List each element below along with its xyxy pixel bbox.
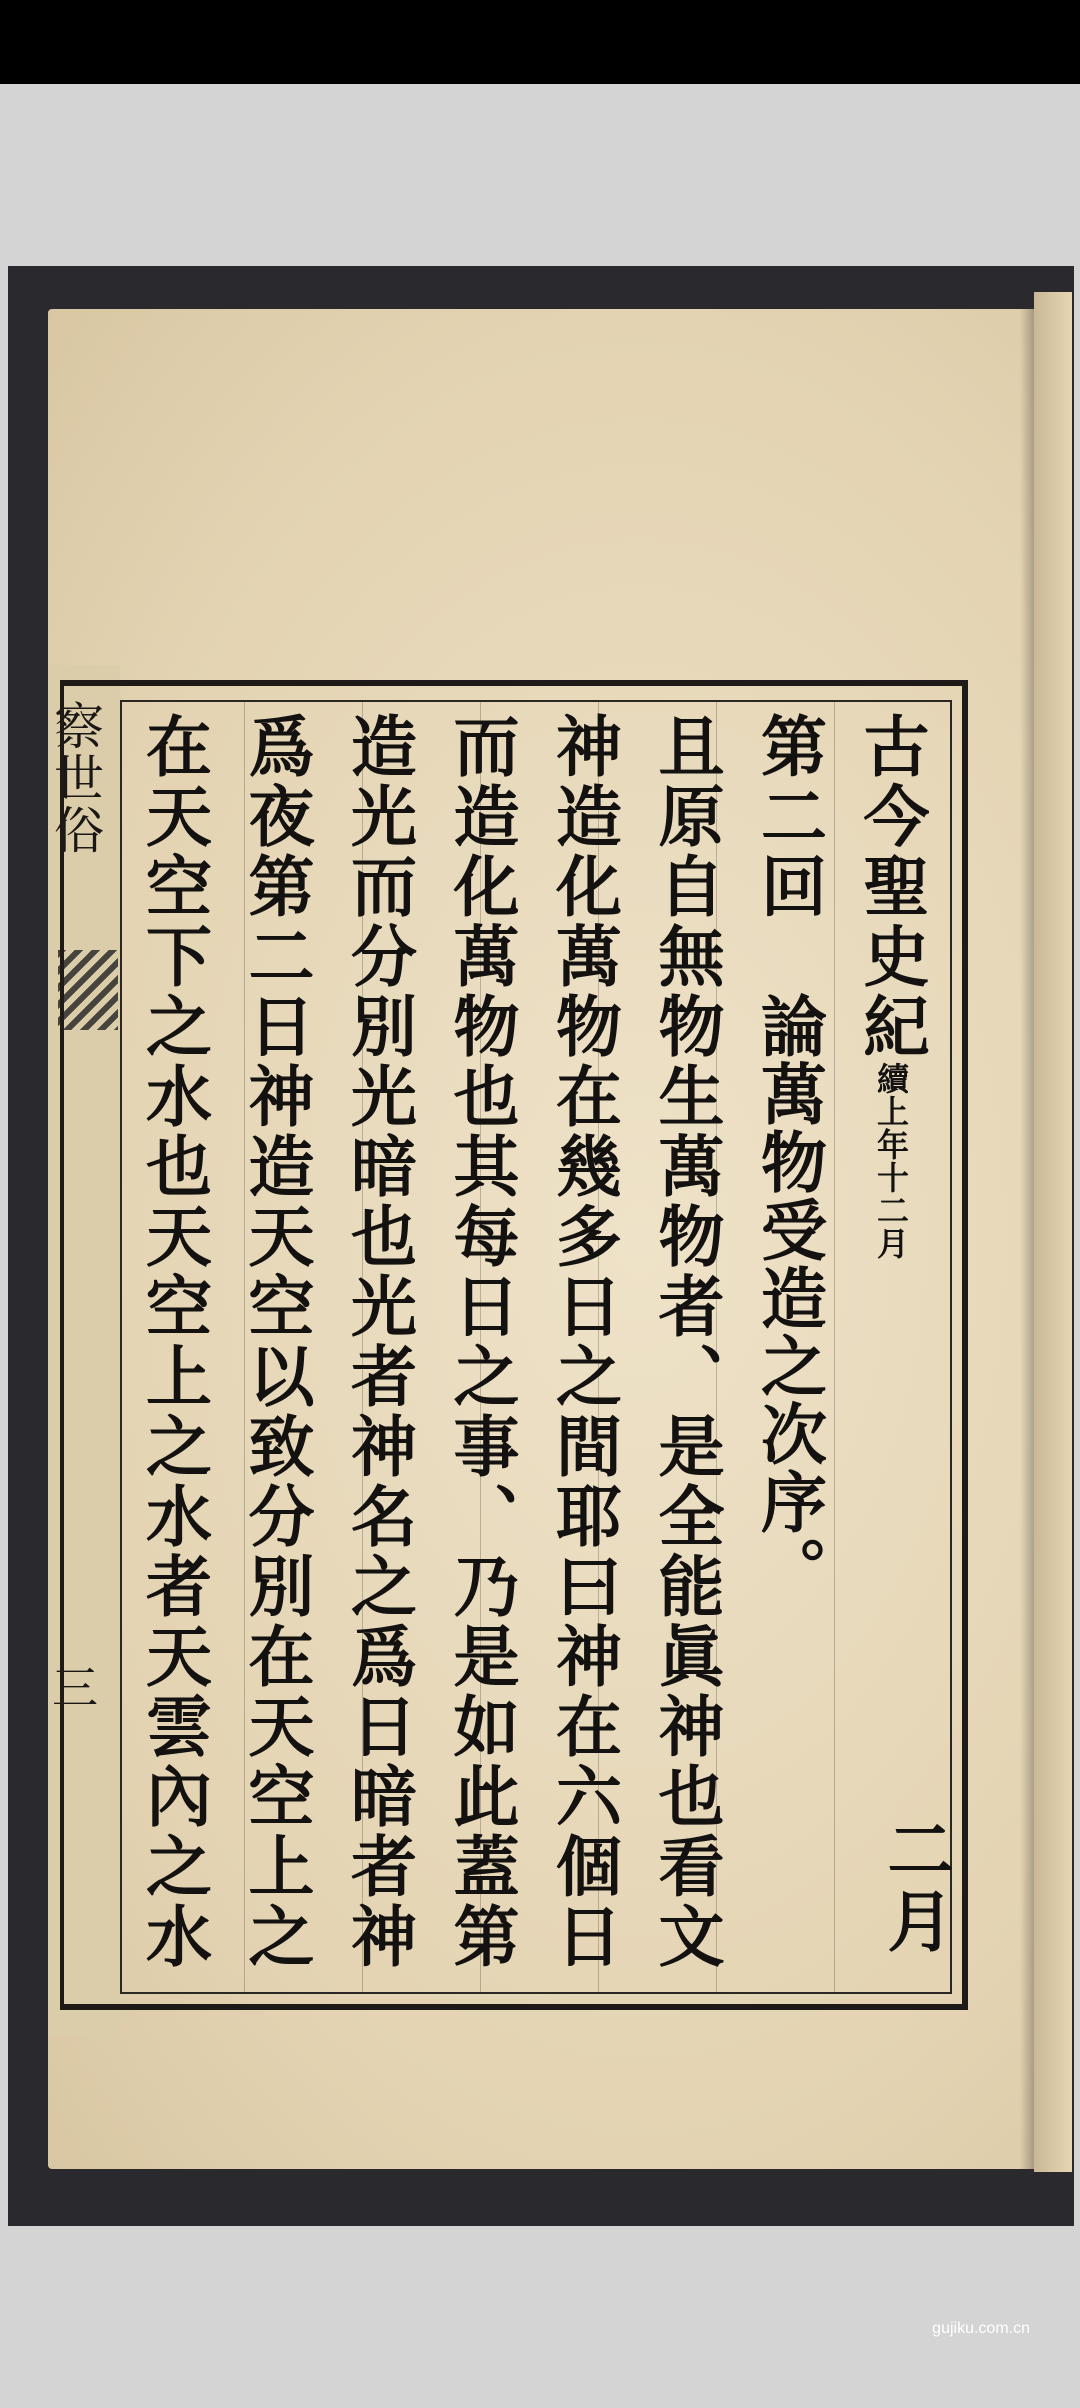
spine-shadow (1020, 309, 1034, 2169)
text-block (130, 712, 950, 1987)
title-column (848, 712, 951, 1987)
watermark: gujiku.com.cn (932, 2320, 1030, 2337)
status-bar (0, 0, 1080, 84)
text-column-1: 且原自無物生萬物者、是全能眞神也看文 (647, 712, 725, 1972)
text-column-2: 神造化萬物在幾多日之間耶曰神在六個日 (544, 712, 623, 1972)
book-title: 古今聖史紀 (852, 712, 930, 1062)
folio-number: 二月 (876, 1815, 954, 1959)
text-column-4: 造光而分別光暗也光者神名之爲日暗者神 (339, 712, 418, 1972)
text-column-5: 爲夜第二日神造天空以致分別在天空上之 (237, 712, 315, 1972)
text-column-6: 在天空下之水也天空上之水者天雲內之水 (134, 712, 213, 1972)
chapter-title: 論萬物受造之次序。 (749, 992, 828, 1604)
margin-strip-text: 察世俗 (46, 700, 104, 856)
chapter-column (745, 712, 848, 1987)
chapter-label: 第二回 (749, 712, 828, 922)
margin-strip-char: 三 (52, 1661, 98, 1715)
next-leaf-edge (1034, 292, 1072, 2172)
title-subtitle: 續上年十二月 (872, 1062, 910, 1260)
text-column-3: 而造化萬物也其每日之事、乃是如此蓋第 (442, 712, 520, 1972)
